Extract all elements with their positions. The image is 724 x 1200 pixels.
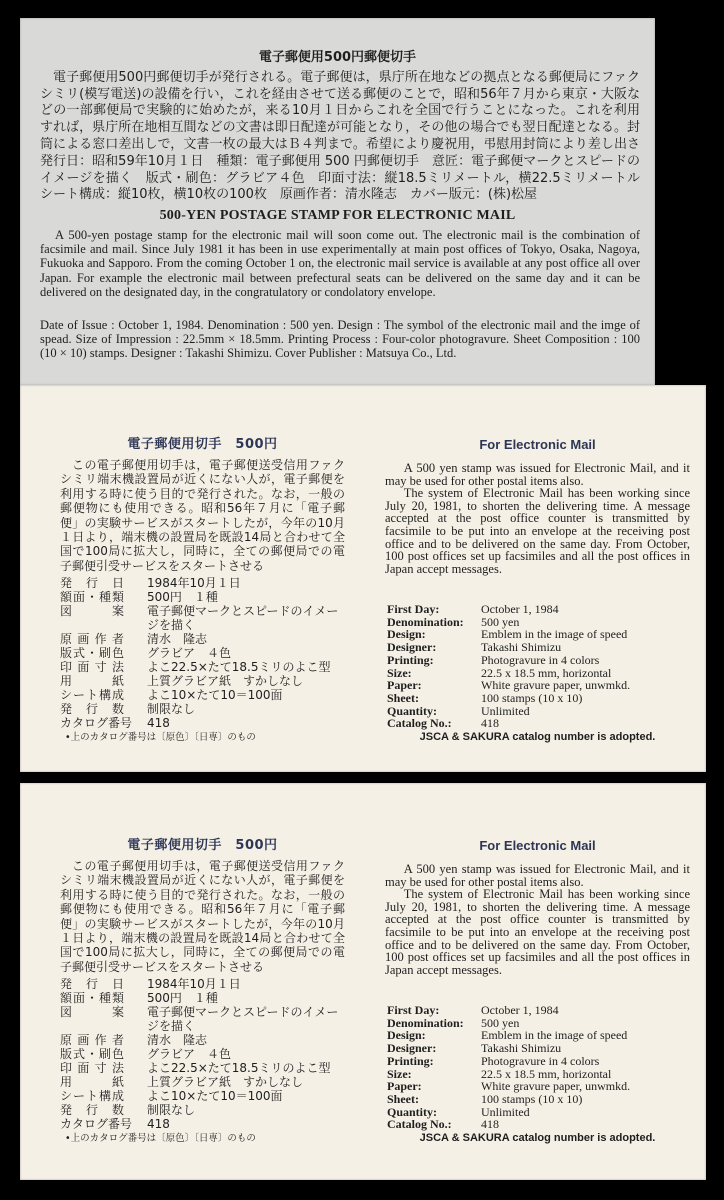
jp-spec-label: 図 案 — [60, 1005, 124, 1019]
jp-spec-row — [60, 674, 350, 688]
en-spec-label: Quantity: — [387, 703, 438, 718]
en-spec-value: Emblem in the image of speed — [481, 627, 628, 642]
en-spec-label: Printing: — [387, 652, 434, 667]
jp-spec-label: 印面寸法 — [60, 660, 124, 674]
en-card-description — [385, 863, 690, 1003]
jp-spec-value: よこ10×たて10＝100面 — [147, 1089, 283, 1103]
en-spec-label: Catalog No.: — [387, 1117, 452, 1132]
jp-spec-value: 制限なし — [147, 1103, 196, 1117]
jp-spec-label: 原画作者 — [60, 1033, 124, 1047]
jp-spec-value: グラビア ４色 — [147, 646, 232, 660]
jp-card-title: 電子郵便用切手 500円 — [127, 437, 278, 452]
jp-spec-value: 418 — [147, 1117, 170, 1131]
en-card-paragraph: The system of Electronic Mail has been working since July 20, 1981, to shorten the delivering time. A message accepted at the post office counter is transmitted by facsimile to be put into an envelope at the receiving post office and to be delivered on the same day. From October, 100 post offices set up facsimiles and all the post offices in Japan accept messages. — [385, 486, 690, 576]
en-spec-value: Photogravure in 4 colors — [481, 1053, 600, 1068]
description-card — [20, 783, 706, 1180]
en-spec-value: White gravure paper, unwmkd. — [481, 678, 631, 693]
jp-spec-label: 発 行 日 — [60, 977, 124, 991]
jp-spec-value: 1984年10月１日 — [147, 576, 241, 590]
en-spec-value: 22.5 x 18.5 mm, horizontal — [481, 665, 612, 680]
en-spec-value: 22.5 x 18.5 mm, horizontal — [481, 1066, 612, 1081]
en-spec-label: Paper: — [387, 678, 422, 693]
jp-spec-value: 500円 １種 — [147, 991, 218, 1005]
jp-spec-label: 発 行 数 — [60, 702, 124, 716]
en-spec-value: Photogravure in 4 colors — [481, 652, 600, 667]
jp-spec-row — [60, 1117, 350, 1131]
jp-spec-row — [60, 688, 350, 702]
jp-spec-value: 上質グラビア紙 すかしなし — [147, 1075, 304, 1089]
jp-spec-value: よこ22.5×たて18.5ミリのよこ型 — [147, 660, 331, 674]
en-catalog-note: JSCA & SAKURA catalog number is adopted. — [419, 1132, 656, 1144]
jp-spec-row — [60, 716, 350, 730]
en-spec-label: Size: — [387, 665, 412, 680]
en-spec-value: 500 yen — [481, 614, 520, 629]
jp-spec-label: 版式・刷色 — [60, 1047, 124, 1061]
jp-spec-label: 用 紙 — [60, 674, 124, 688]
en-sheet-title: 500-YEN POSTAGE STAMP FOR ELECTRONIC MAIL — [159, 208, 516, 223]
en-spec-label: Designer: — [387, 640, 437, 655]
jp-spec-row — [60, 702, 350, 716]
jp-spec-row — [60, 991, 350, 1005]
jp-spec-value: 電子郵便マークとスピードのイメージを描く — [147, 604, 339, 632]
jp-spec-row — [60, 1033, 350, 1047]
jp-spec-value: 清水 隆志 — [147, 632, 208, 646]
jp-sheet-description: 電子郵便用500円郵便切手が発行される。電子郵便は，県庁所在地などの拠点となる郵便局にファクシミリ(模写電送)の設備を行い，これを経由させて送る郵便のことで，昭和56年７月から東京・大阪などの一部郵便局で実験的に始めたが，来る10月１日からこれを全国で行うことになった。これを利用すれば，県庁所在地相互間などの文書は即日配達が可能となり，その他の場合でも翌日配達となる。封筒による窓口差出しで，文書一枚の最大はＢ４判まで。希望により慶祝用，弔慰用封筒により差し出さ — [40, 70, 640, 152]
jp-spec-value: グラビア ４色 — [147, 1047, 232, 1061]
jp-spec-value: 上質グラビア紙 すかしなし — [147, 674, 304, 688]
en-spec-value: 500 yen — [481, 1015, 520, 1030]
en-spec-label: Denomination: — [387, 1015, 464, 1030]
en-spec-label: Quantity: — [387, 1104, 438, 1119]
en-spec-value: Emblem in the image of speed — [481, 1028, 628, 1043]
announcement-sheet — [20, 18, 655, 385]
en-spec-row — [387, 717, 692, 730]
en-spec-value: Takashi Shimizu — [481, 640, 562, 655]
jp-spec-value: 制限なし — [147, 702, 196, 716]
en-spec-value: 100 stamps (10 x 10) — [481, 1091, 583, 1106]
jp-spec-label: 発 行 日 — [60, 576, 124, 590]
jp-spec-label: シート構成 — [60, 1089, 124, 1103]
en-sheet-description: A 500-yen postage stamp for the electronic mail will soon come out. The electronic mail is the combination of facsimile and mail. Since July 1981 it has been in use experimentally at main post offices of Tokyo, Osaka, Nagoya, Fukuoka and Sapporo. From the coming October 1 on, the electronic mail service is available at any post office all over Japan. For example the electronic mail between prefectural seats can be delivered on the same day and it can be delivered on the designated day, in the congratulatory or condolatory envelope. — [40, 228, 640, 299]
jp-spec-label: 原画作者 — [60, 632, 124, 646]
jp-spec-row — [60, 632, 350, 646]
jp-spec-label: 用 紙 — [60, 1075, 124, 1089]
jp-spec-value: 電子郵便マークとスピードのイメージを描く — [147, 1005, 339, 1033]
en-card-paragraph: A 500 yen stamp was issued for Electronic Mail, and it may be used for other postal items also. — [385, 863, 690, 889]
en-spec-row — [387, 654, 692, 667]
jp-spec-row — [60, 1089, 350, 1103]
en-spec-table — [387, 1004, 692, 1131]
jp-card-description: この電子郵便用切手は，電子郵便送受信用ファクシミリ端末機設置局が近くにない人が，電子郵便を利用する時に使う目的で発行された。なお，一般の郵便物にも使用できる。昭和56年７月に「電子郵便」の実験サービスがスタートしたが，今年の10月１日より，端末機の設置局を既設14局と合わせて全国で100局に拡大し，同時に，全ての郵便局での電子郵便引受サービスをスタートさせる — [60, 458, 345, 573]
en-spec-label: Catalog No.: — [387, 716, 452, 731]
en-spec-value: October 1, 1984 — [481, 1003, 559, 1017]
en-spec-label: Design: — [387, 627, 426, 642]
en-spec-table — [387, 603, 692, 730]
en-catalog-note: JSCA & SAKURA catalog number is adopted. — [419, 731, 656, 743]
en-spec-value: Unlimited — [481, 703, 530, 718]
en-sheet-specs: Date of Issue : October 1, 1984. Denomination : 500 yen. Design : The symbol of the electronic mail and the imge of spead. Size of Impression : 22.5mm × 18.5mm. Printing Process : Four-color photogravure. Sheet Composition : 100 (10 × 10) stamps. Designer : Takashi Shimizu. Cover Publisher : Matsuya Co., Ltd. — [40, 318, 640, 361]
jp-spec-label: カタログ番号 — [60, 716, 133, 730]
en-spec-row — [387, 641, 692, 654]
en-spec-row — [387, 692, 692, 705]
en-card-paragraph: A 500 yen stamp was issued for Electronic Mail, and it may be used for other postal items also. — [385, 462, 690, 488]
jp-spec-row — [60, 590, 350, 604]
jp-spec-value: 500円 １種 — [147, 590, 218, 604]
en-spec-label: Design: — [387, 1028, 426, 1043]
en-spec-row — [387, 1004, 692, 1017]
en-card-title: For Electronic Mail — [479, 838, 596, 853]
jp-spec-value: 418 — [147, 716, 170, 730]
en-spec-row — [387, 1118, 692, 1131]
en-spec-row — [387, 1042, 692, 1055]
en-card-description — [385, 462, 690, 602]
jp-catalog-note: •上のカタログ番号は〔原色〕〔日専〕のもの — [65, 732, 256, 743]
jp-spec-row — [60, 977, 350, 991]
en-spec-label: First Day: — [387, 1003, 440, 1017]
en-spec-value: October 1, 1984 — [481, 602, 559, 616]
jp-spec-label: 発 行 数 — [60, 1103, 124, 1117]
jp-card-title: 電子郵便用切手 500円 — [127, 838, 278, 853]
jp-spec-label: 版式・刷色 — [60, 646, 124, 660]
en-spec-row — [387, 603, 692, 616]
jp-spec-table — [60, 576, 350, 730]
en-spec-label: Sheet: — [387, 690, 419, 705]
jp-spec-table — [60, 977, 350, 1131]
en-spec-label: Denomination: — [387, 614, 464, 629]
en-spec-value: Unlimited — [481, 1104, 530, 1119]
jp-catalog-note: •上のカタログ番号は〔原色〕〔日専〕のもの — [65, 1133, 256, 1144]
jp-spec-value: よこ22.5×たて18.5ミリのよこ型 — [147, 1061, 331, 1075]
en-card-title: For Electronic Mail — [479, 437, 596, 452]
jp-spec-row — [60, 646, 350, 660]
en-spec-label: First Day: — [387, 602, 440, 616]
jp-spec-value: よこ10×たて10＝100面 — [147, 688, 283, 702]
jp-spec-row — [60, 1061, 350, 1075]
jp-spec-row — [60, 576, 350, 590]
en-spec-value: 418 — [481, 1117, 499, 1132]
jp-sheet-title: 電子郵便用500円郵便切手 — [258, 50, 417, 65]
jp-spec-value: 清水 隆志 — [147, 1033, 208, 1047]
en-spec-label: Paper: — [387, 1079, 422, 1094]
jp-spec-row — [60, 604, 350, 632]
en-spec-label: Size: — [387, 1066, 412, 1081]
jp-spec-row — [60, 1005, 350, 1033]
jp-spec-label: 印面寸法 — [60, 1061, 124, 1075]
en-spec-label: Designer: — [387, 1041, 437, 1056]
jp-spec-value: 1984年10月１日 — [147, 977, 241, 991]
description-card — [20, 385, 706, 772]
jp-spec-label: 額面・種類 — [60, 991, 124, 1005]
en-spec-label: Sheet: — [387, 1091, 419, 1106]
jp-spec-row — [60, 1103, 350, 1117]
jp-spec-label: カタログ番号 — [60, 1117, 133, 1131]
en-spec-value: Takashi Shimizu — [481, 1041, 562, 1056]
en-spec-value: White gravure paper, unwmkd. — [481, 1079, 631, 1094]
en-spec-row — [387, 1055, 692, 1068]
jp-card-description: この電子郵便用切手は，電子郵便送受信用ファクシミリ端末機設置局が近くにない人が，電子郵便を利用する時に使う目的で発行された。なお，一般の郵便物にも使用できる。昭和56年７月に「電子郵便」の実験サービスがスタートしたが，今年の10月１日より，端末機の設置局を既設14局と合わせて全国で100局に拡大し，同時に，全ての郵便局での電子郵便引受サービスをスタートさせる — [60, 859, 345, 974]
en-spec-value: 100 stamps (10 x 10) — [481, 690, 583, 705]
jp-spec-row — [60, 1047, 350, 1061]
en-card-paragraph: The system of Electronic Mail has been working since July 20, 1981, to shorten the delivering time. A message accepted at the post office counter is transmitted by facsimile to be put into an envelope at the receiving post office and to be delivered on the same day. From October, 100 post offices set up facsimiles and all the post offices in Japan accept messages. — [385, 887, 690, 977]
jp-spec-label: シート構成 — [60, 688, 124, 702]
jp-spec-row — [60, 1075, 350, 1089]
en-spec-label: Printing: — [387, 1053, 434, 1068]
jp-sheet-specs: 発行日：昭和59年10月１日 種類：電子郵便用 500 円郵便切手 意匠：電子郵便マークとスピードのイメージを描く 版式・刷色：グラビア４色 印面寸法：縦18.5ミリメートル，横22.5ミリメートル シート構成：縦10枚，横10枚の100枚 原画作者：清水隆志 カバー版元：(株)松屋 — [40, 154, 640, 203]
jp-spec-label: 額面・種類 — [60, 590, 124, 604]
en-spec-row — [387, 1093, 692, 1106]
jp-spec-row — [60, 660, 350, 674]
en-spec-value: 418 — [481, 716, 499, 731]
jp-spec-label: 図 案 — [60, 604, 124, 618]
